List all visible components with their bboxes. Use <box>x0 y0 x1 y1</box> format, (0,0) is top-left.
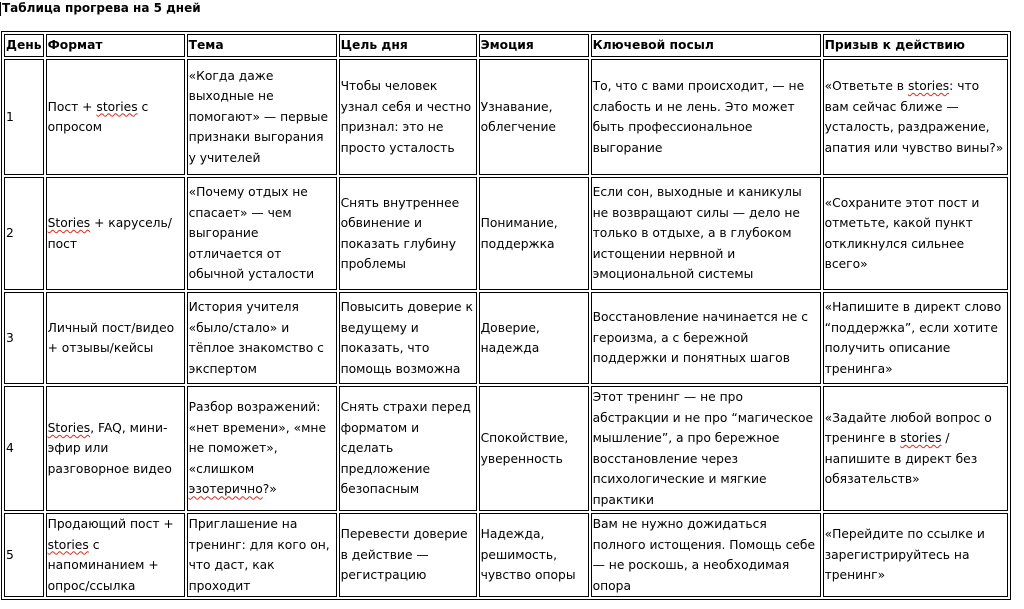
cta-cell: «Сохраните этот пост и отметьте, какой пункт откликнулся сильнее всего» <box>823 177 1008 290</box>
spellcheck-word: эзотерично <box>188 482 263 497</box>
topic-cell: «Когда даже выходные не помогают» — первые признаки выгорания у учителей <box>187 59 337 175</box>
spellcheck-word: stories <box>96 99 138 114</box>
topic-cell: «Почему отдых не спасает» — чем выгорание отличается от обычной усталости <box>187 177 337 290</box>
spellcheck-word: Stories <box>47 216 91 230</box>
format-cell: Продающий пост + stories с напоминанием + опрос/ссылка <box>46 513 185 597</box>
table-row <box>4 386 1008 511</box>
table-row <box>4 292 1008 384</box>
day-cell: 3 <box>4 292 44 384</box>
column-header-cta: Призыв к действию <box>823 34 1008 57</box>
table-row <box>4 177 1008 290</box>
emotion-cell: Надежда, решимость, чувство опоры <box>479 513 589 597</box>
day-cell: 5 <box>4 513 44 597</box>
spellcheck-word: Stories <box>47 420 91 435</box>
document-title: Таблица прогрева на 5 дней <box>2 1 201 15</box>
column-header-goal: Цель дня <box>339 34 477 57</box>
message-cell: Этот тренинг — не про абстракции и не про “магическое мышление”, а про бережное восстановление через психологические и мягкие практики <box>591 386 821 511</box>
column-header-topic: Тема <box>187 34 337 57</box>
format-cell: Stories, FAQ, мини-эфир или разговорное видео <box>46 386 185 511</box>
cta-cell: «Задайте любой вопрос о тренинге в stories / напишите в директ без обязательств» <box>823 386 1008 511</box>
day-cell: 2 <box>4 177 44 290</box>
goal-cell: Снять страхи перед форматом и сделать предложение безопасным <box>339 386 477 511</box>
format-cell: Stories + карусель/пост <box>46 177 185 290</box>
goal-cell: Повысить доверие к ведущему и показать, что помощь возможна <box>339 292 477 384</box>
cta-cell: «Напишите в директ слово “поддержка”, если хотите получить описание тренинга» <box>823 292 1008 384</box>
spellcheck-word: stories <box>907 79 950 93</box>
goal-cell: Чтобы человек узнал себя и честно признал: это не просто усталость <box>339 59 477 175</box>
column-header-day: День <box>4 34 44 57</box>
emotion-cell: Понимание, поддержка <box>479 177 589 290</box>
cta-cell: «Перейдите по ссылке и зарегистрируйтесь на тренинг» <box>823 513 1008 597</box>
topic-cell: Разбор возражений: «нет времени», «мне не поможет», «слишком эзотерично?» <box>187 386 337 511</box>
topic-cell: Приглашение на тренинг: для кого он, что даст, как проходит <box>187 513 337 597</box>
day-cell: 4 <box>4 386 44 511</box>
emotion-cell: Спокойствие, уверенность <box>479 386 589 511</box>
column-header-emotion: Эмоция <box>479 34 589 57</box>
column-header-message: Ключевой посыл <box>591 34 821 57</box>
table-header-row <box>4 34 1008 57</box>
message-cell: Если сон, выходные и каникулы не возвращают силы — дело не только в отдыхе, а в глубоком истощении нервной и эмоциональной системы <box>591 177 821 290</box>
day-cell: 1 <box>4 59 44 175</box>
table-row <box>4 513 1008 597</box>
table-row <box>4 59 1008 175</box>
message-cell: Вам не нужно дожидаться полного истощения. Помощь себе — не роскошь, а необходимая опора <box>591 513 821 597</box>
goal-cell: Перевести доверие в действие — регистрацию <box>339 513 477 597</box>
warmup-table <box>1 31 1011 600</box>
table-body <box>4 59 1008 597</box>
message-cell: То, что с вами происходит, — не слабость и не лень. Это может быть профессиональное выгорание <box>591 59 821 175</box>
spellcheck-word: stories <box>47 537 89 552</box>
topic-cell: История учителя «было/стало» и тёплое знакомство с экспертом <box>187 292 337 384</box>
format-cell: Личный пост/видео + отзывы/кейсы <box>46 292 185 384</box>
spellcheck-word: stories <box>900 431 942 445</box>
column-header-format: Формат <box>46 34 185 57</box>
cta-cell: «Ответьте в stories: что вам сейчас ближе — усталость, раздражение, апатия или чувство вины?» <box>823 59 1008 175</box>
format-cell: Пост + stories с опросом <box>46 59 185 175</box>
emotion-cell: Узнавание, облегчение <box>479 59 589 175</box>
goal-cell: Снять внутреннее обвинение и показать глубину проблемы <box>339 177 477 290</box>
message-cell: Восстановление начинается не с героизма, а с бережной поддержки и понятных шагов <box>591 292 821 384</box>
text-cursor <box>0 2 1 16</box>
emotion-cell: Доверие, надежда <box>479 292 589 384</box>
